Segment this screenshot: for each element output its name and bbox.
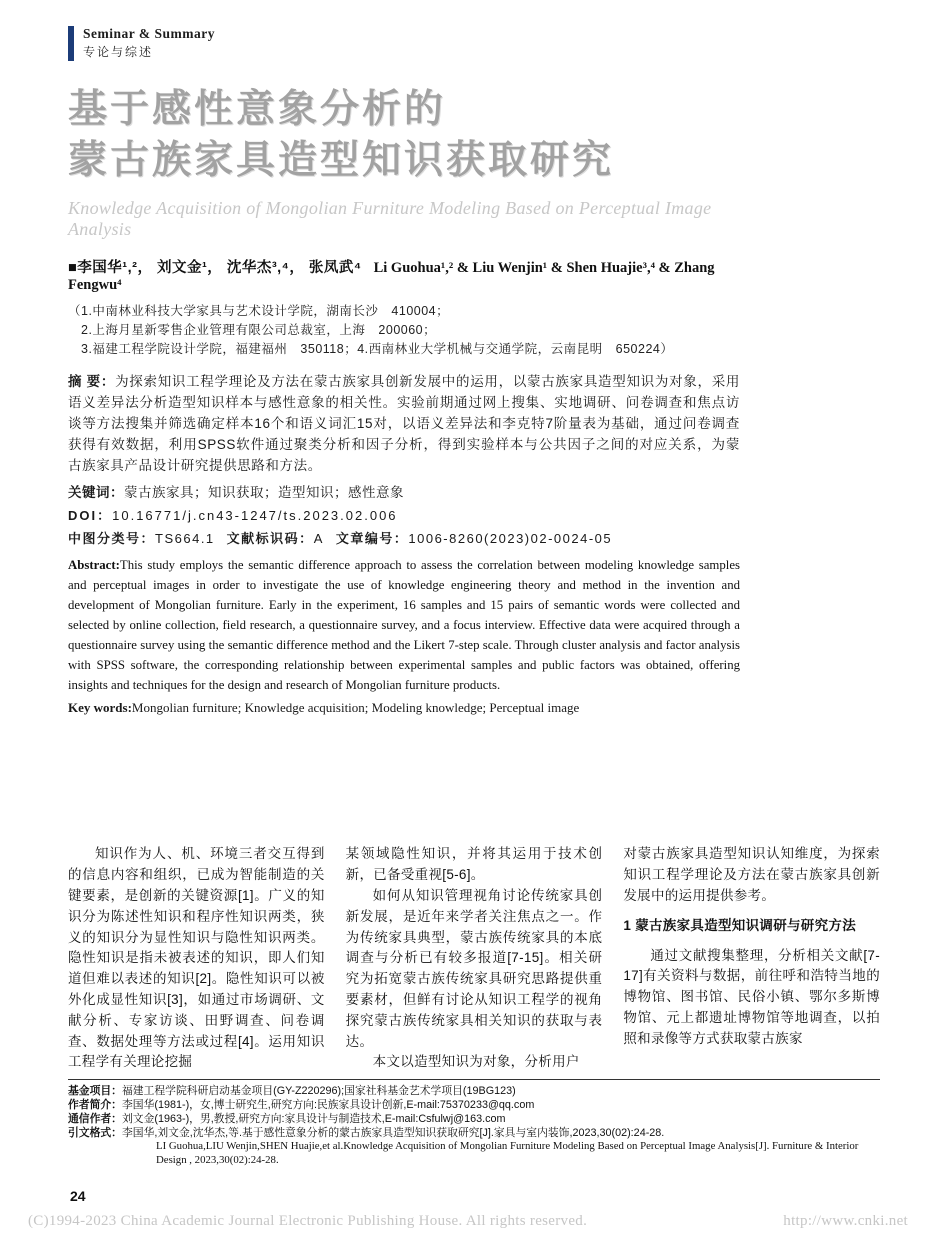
authors-line: [68, 256, 740, 294]
funding-note-text: 福建工程学院科研启动基金项目(GY-Z220296);国家社科基金艺术学项目(19BG123): [121, 1085, 516, 1098]
citation-label: 引文格式：: [68, 1126, 122, 1139]
cnki-url: http://www.cnki.net: [783, 1213, 908, 1229]
doi-label: DOI：: [68, 508, 113, 524]
citation-note-en: LI Guohua,LIU Wenjin,SHEN Huajie,et al.Knowledge Acquisition of Mongolian Furniture Modeling Based on Perceptual Image Analysis[J]. Furniture & Interior Design , 2023,30(02):24-28.: [156, 1140, 859, 1167]
body-paragraph: 如何从知识管理视角讨论传统家具创新发展，是近年来学者关注焦点之一。作为传统家具典型，蒙古族传统家具的本底调查与分析已有较多报道[7-15]。相关研究为拓宽蒙古族传统家具研究思路提供重要素材，但鲜有讨论从知识工程学的视角探究蒙古族传统家具相关知识的获取与表达。: [345, 887, 603, 1049]
section-accent-bar: [68, 26, 74, 61]
keywords-english: [68, 700, 740, 716]
page-number: 24: [70, 1188, 86, 1204]
body-columns: [68, 844, 880, 1073]
affiliations: [68, 302, 740, 359]
authors-english: Li Guohua¹,² & Liu Wenjin¹ & Shen Huajie³,⁴ & Zhang Fengwu⁴: [68, 260, 715, 294]
abstract-english-text: This study employs the semantic difference approach to assess the correlation between modeling knowledge samples and perceptual images in order to investigate the use of knowledge engineering theory and method in the invention and development of Mongolian furniture. Early in the experiment, 16 samples and 15 pairs of semantic words were collected and selected by online collection, field research, a questionnaire survey, and a focus interview. Effective data were acquired through a questionnaire survey using the semantic difference method and the Likert 7-step scale. Through cluster analysis and factor analysis with SPSS software, the corresponding relationship between experimental samples and public factors was obtained, offering insights and techniques for the design and research of Mongolian furniture products.: [68, 558, 740, 693]
doi-line: [68, 505, 740, 524]
funding-note-label: 基金项目：: [68, 1085, 122, 1098]
abstract-english: [68, 555, 740, 695]
abstract-english-label: Abstract:: [68, 558, 120, 573]
article-no-label: 文章编号：: [335, 531, 409, 547]
abstract-chinese: [68, 371, 740, 476]
author-bio-note: [68, 1099, 880, 1113]
author-bio-label: 作者简介：: [68, 1098, 122, 1111]
abstract-chinese-label: 摘 要：: [68, 374, 116, 390]
keywords-chinese: [68, 481, 740, 501]
classification-line: [68, 528, 740, 547]
corresponding-author-note: [68, 1113, 880, 1127]
authors-chinese: ■李国华¹,²， 刘文金¹， 沈华杰³,⁴， 张凤武⁴: [68, 260, 362, 277]
affiliation-line: （1.中南林业科技大学家具与艺术设计学院，湖南长沙 410004；: [68, 304, 450, 319]
keywords-english-label: Key words:: [68, 700, 132, 716]
corresponding-author-text: 刘文金(1963-)，男,教授,研究方向:家具设计与制造技术,E-mail:Csfulwj@163.com: [121, 1112, 506, 1125]
page-title: [68, 85, 740, 186]
keywords-chinese-text: 蒙古族家具；知识获取；造型知识；感性意象: [124, 485, 404, 501]
corresponding-author-label: 通信作者：: [68, 1112, 122, 1125]
section-labels: [83, 26, 215, 60]
section-badge: [68, 26, 880, 61]
affiliation-line: 2.上海月星新零售企业管理有限公司总裁室，上海 200060；: [81, 323, 437, 338]
cnki-watermark: [28, 1213, 908, 1230]
clc-label: 中图分类号：: [68, 531, 156, 547]
body-paragraph: 通过文献搜集整理，分析相关文献[7-17]有关资料与数据，前往呼和浩特当地的博物馆、图书馆、民俗小镇、鄂尔多斯博物馆、元上都遗址博物馆等地调查，以拍照和录像等方式获取蒙古族家: [623, 947, 881, 1046]
citation-note-cn: [68, 1127, 880, 1141]
body-paragraph: 某领域隐性知识，并将其运用于技术创新，已备受重视[5-6]。: [345, 846, 603, 883]
affiliation-line: 3.福建工程学院设计学院，福建福州 350118；4.西南林业大学机械与交通学院，云南昆明 650224）: [81, 342, 674, 357]
funding-note: [68, 1085, 880, 1099]
body-column-2: [346, 844, 603, 1073]
footnote-block: [68, 1079, 880, 1168]
citation-text-cn: 李国华,刘文金,沈华杰,等.基于感性意象分析的蒙古族家具造型知识获取研究[J].家具与室内装饰,2023,30(02):24-28.: [121, 1126, 665, 1139]
body-paragraph: 对蒙古族家具造型知识认知维度，为探索知识工程学理论及方法在蒙古族家具创新发展中的运用提供参考。: [623, 846, 881, 903]
body-column-1: [68, 844, 325, 1073]
front-matter: [68, 85, 740, 716]
keywords-chinese-label: 关键词：: [68, 485, 124, 501]
copyright-text: (C)1994-2023 China Academic Journal Electronic Publishing House. All rights reserved.: [28, 1213, 588, 1229]
body-paragraph: 知识作为人、机、环境三者交互得到的信息内容和组织，已成为智能制造的关键要素，是创新的关键资源[1]。广义的知识分为陈述性知识和程序性知识两类，狭义的知识分为显性知识与隐性知识两类。隐性知识是指未被表述的知识，即人们知道但难以表述的知识[2]。隐性知识可以被外化成显性知识[3]，如通过市场调研、文献分析、专家访谈、田野调查、问卷调查、数据处理等方法或过程[4]。运用知识工程学有关理论挖掘: [68, 846, 325, 1070]
section-heading-1: 1 蒙古族家具造型知识调研与研究方法: [623, 917, 857, 933]
title-english: Knowledge Acquisition of Mongolian Furniture Modeling Based on Perceptual Image Analysis: [68, 198, 712, 240]
title-line-2: 蒙古族家具造型知识获取研究: [68, 138, 615, 182]
keywords-english-text: Mongolian furniture; Knowledge acquisition; Modeling knowledge; Perceptual image: [131, 700, 580, 716]
body-column-3: [623, 844, 880, 1073]
body-paragraph: 本文以造型知识为对象，分析用户: [372, 1054, 580, 1070]
section-label-en: Seminar & Summary: [83, 26, 215, 41]
author-bio-text: 李国华(1981-)，女,博士研究生,研究方向:民族家具设计创新,E-mail:75370233@qq.com: [121, 1098, 535, 1111]
doc-code-value: A: [313, 531, 324, 547]
abstract-chinese-text: 为探索知识工程学理论及方法在蒙古族家具创新发展中的运用，以蒙古族家具造型知识为对象，采用语义差异法分析造型知识样本与感性意象的相关性。实验前期通过网上搜集、实地调研、问卷调查和焦点访谈等方法搜集并筛选确定样本16个和语义词汇15对，以语义差异法和李克特7阶量表为基础，通过问卷调查获得有效数据，利用SPSS软件通过聚类分析和因子分析，得到实验样本与公共因子之间的对应关系，为蒙古族家具产品设计研究提供思路和方法。: [68, 374, 740, 474]
title-line-1: 基于感性意象分析的: [68, 88, 447, 131]
clc-value: TS664.1: [155, 531, 215, 547]
doc-code-label: 文献标识码：: [226, 531, 314, 547]
section-label-cn: 专论与综述: [83, 45, 154, 59]
article-no-value: 1006-8260(2023)02-0024-05: [408, 531, 613, 547]
doi-value: 10.16771/j.cn43-1247/ts.2023.02.006: [112, 508, 398, 524]
